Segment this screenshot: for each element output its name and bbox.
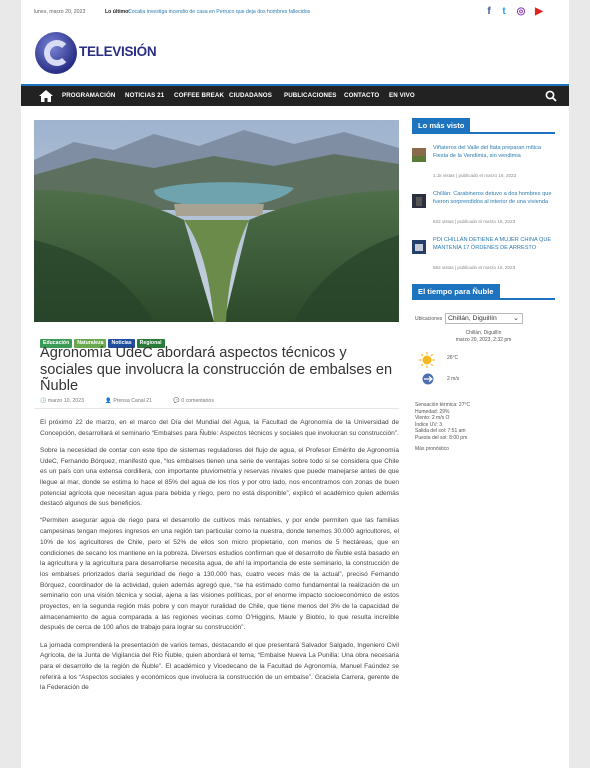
article-paragraph: “Permiten asegurar agua de riego para el desarrollo de cultivos más rentables, y por ende permiten que las familias campesinas tengan mejores ingresos en una región tan particular como la nuestra, donde tenemos 30.000 agricultores, el 10% de los agricultores de Chile, pero el 52% de ellos son micro propietario, con menos de 5 hectáreas, que en condiciones de secano los mantiene en la pobreza. Diversos estudios confirman que el desarrollo de Ñuble está basado en la agricultura y la agricultura para desarrollarse necesita agua, de ahí la importancia de este seminario, la construcción de los embalses priorizados daría seguridad de riego a 130.000 has, cuatro veces más de la actual”, precisó Fernando Bórquez, coordinador de la actividad, quien además agregó que, “se ha estimado como fundamental la realización de un seminario con una visión técnica y social, ajena a las visiones políticas, por el enorme impacto socioeconómico de estos proyectos, en la segunda región más pobre y con mayor ruralidad de Chile, que tiene menos del 3% de la capacidad de almacenamiento de agua comparada a las regiones vecinas como O’Higgins, Maule y Biobío, lo que resulta increíble después de cerca de 100 años de trabajo para lograr su construcción”. — [40, 517, 399, 632]
popular-item-meta: 582 vistas | publicado el marzo 16, 2023 — [433, 265, 516, 270]
nav-programacion[interactable]: PROGRAMACIÓN — [62, 92, 116, 99]
logo-text: TELEVISIÓN — [79, 44, 157, 59]
weather-widget-title — [412, 284, 555, 300]
wind-direction-icon — [422, 373, 434, 385]
nav-coffee-break[interactable]: COFFEE BREAK — [174, 92, 225, 99]
youtube-icon[interactable]: ▶ — [535, 6, 543, 17]
article-comments[interactable]: 💬 0 comentarios — [173, 398, 214, 404]
popular-thumbnail[interactable] — [412, 148, 426, 162]
article-comments-text: 0 comentarios — [181, 398, 214, 404]
popular-thumbnail[interactable] — [412, 240, 426, 254]
page — [21, 0, 569, 768]
popular-title-text: Lo más visto — [412, 118, 470, 134]
article-title: Agronomía UdeC abordará aspectos técnicos y sociales que involucra la construcción de embalses en Ñuble — [40, 345, 393, 395]
article-paragraph: La jornada comprenderá la presentación de varios temas, destacando el que presentará Salvador Salgado, Ingeniero Civil Agrícola, de la Junta de Vigilancia del Río Ñuble, quien abordará el tema, “Embalse Nueva La Punilla: Una obra necesaria para el desarrollo de la región de Ñuble”. El académico y Vicedecano de la Facultad de Agronomía, Manuel Faúndez se referirá a los “Aspectos sociales y económicos que involucra la construcción de un embalse”. Graciela Carrera, gerente de la Federación de — [40, 641, 399, 692]
search-icon[interactable] — [545, 90, 557, 102]
weather-temperature: 26°C — [447, 355, 459, 361]
article-author-text: Prensa Canal 21 — [113, 398, 152, 404]
tag-naturaleza[interactable]: Naturaleza — [74, 339, 106, 348]
instagram-icon[interactable]: ◎ — [516, 6, 526, 17]
feels-like: Sensación térmica: 27°C — [415, 402, 471, 408]
main-nav — [21, 84, 569, 106]
popular-item[interactable] — [412, 236, 555, 282]
weather-details — [415, 402, 470, 442]
article-date[interactable]: 🕓 marzo 10, 2023 — [40, 398, 84, 404]
popular-thumbnail[interactable] — [412, 194, 426, 208]
site-logo[interactable] — [35, 32, 155, 74]
popular-item[interactable] — [412, 190, 555, 236]
location-selected: Chillán, Diguillín — [448, 315, 497, 322]
more-forecast-link[interactable]: Más pronóstico — [415, 446, 449, 452]
news-ticker[interactable]: Cocalia investiga incendio de casa en Perruco que deja dos hombres fallecidos — [128, 9, 311, 15]
tag-regional[interactable]: Regional — [137, 339, 165, 348]
popular-widget-title — [412, 118, 555, 134]
twitter-icon[interactable]: t — [502, 6, 506, 17]
article-paragraph: El próximo 22 de marzo, en el marco del Día del Mundial del Agua, la Facultad de Agronomía de la Universidad de Concepción, desarrollará el seminario “Embalses para Ñuble: Aspectos técnicos y sociales que involucran su construcción”. — [40, 419, 399, 437]
location-select[interactable] — [445, 313, 523, 324]
weather-wind: 2 m/s — [447, 376, 460, 382]
nav-publicaciones[interactable]: PUBLICACIONES — [284, 92, 337, 99]
tag-noticias[interactable]: Noticias — [108, 339, 134, 348]
sun-icon — [419, 352, 435, 368]
current-date: lunes, marzo 20, 2023 — [34, 9, 86, 15]
top-bar — [21, 0, 569, 24]
popular-item-title[interactable]: Chillán: Carabineros detuvo a dos hombres que fueron sorprendidos al interior de una vivienda — [433, 191, 552, 205]
nav-contacto[interactable]: CONTACTO — [344, 92, 380, 99]
popular-item-meta: 632 vistas | publicado el marzo 16, 2023 — [433, 219, 516, 224]
uv-index: Índice UV: 3 — [415, 421, 443, 428]
sunset: Puesta del sol: 8:00 pm — [415, 434, 468, 441]
popular-item-title[interactable]: Viñateros del Valle del Itata preparan mítica Fiesta de la Vendimia, sin vendimia — [433, 145, 542, 159]
popular-item[interactable] — [412, 144, 555, 190]
chevron-down-icon: ⌄ — [513, 315, 519, 322]
sunrise: Salida del sol: 7:51 am — [415, 428, 466, 435]
article-paragraph: Sobre la necesidad de contar con este tipo de sistemas reguladores del flujo de agua, el Profesor Emérito de Agronomía UdeC, Fernando Bórquez, manifestó que, “los embalses tienen una serie de ventajas sobre todo si se considera que Chile es un país con una extensa cordillera, con importante pluviometría y reservas nivales que puede manejarse antes de que llegue al mar, donde se estima lo hace el 85% del agua de los ríos y por otro lado, nos encontramos con zonas de buen potencial agrícola que necesitan agua para bebida y riego, pero no está disponible”, explicó el académico quien además destacó algunos de sus beneficios. — [40, 446, 399, 508]
article-body — [40, 418, 399, 700]
article-meta — [40, 398, 234, 404]
weather-title-text: El tiempo para Ñuble — [412, 284, 500, 300]
meta-divider — [34, 408, 399, 409]
article-hero-image — [34, 120, 399, 322]
latest-label: Lo último: — [105, 9, 131, 15]
weather-datetime: marzo 20, 2023, 2:32 pm — [455, 337, 512, 343]
logo-c-mark — [44, 40, 70, 66]
nav-en-vivo[interactable]: EN VIVO — [389, 92, 415, 99]
tag-educacion[interactable]: Educación — [40, 339, 72, 348]
sidebar — [412, 118, 555, 490]
article-date-text: marzo 10, 2023 — [47, 398, 84, 404]
popular-item-meta: 1.1k vistas | publicado el marzo 16, 2023 — [433, 173, 517, 178]
humidity: Humedad: 29% — [415, 408, 450, 415]
location-label: Ubicaciones — [415, 316, 443, 322]
article-author[interactable]: 👤 Prensa Canal 21 — [105, 398, 152, 404]
nav-ciudadanos[interactable]: CIUDADANOS — [229, 92, 272, 99]
popular-item-title[interactable]: PDI CHILLÁN DETIENE A MUJER CHINA QUE MANTENÍA 17 ÓRDENES DE ARRESTO — [433, 237, 552, 251]
weather-place: Chillán, Diguillín — [465, 330, 502, 336]
facebook-icon[interactable]: f — [487, 6, 491, 17]
wind-detail: Viento: 2 m/s O — [415, 415, 450, 422]
nav-noticias-21[interactable]: NOTICIAS 21 — [125, 92, 165, 99]
weather-widget — [412, 310, 555, 490]
home-icon[interactable] — [39, 90, 53, 102]
